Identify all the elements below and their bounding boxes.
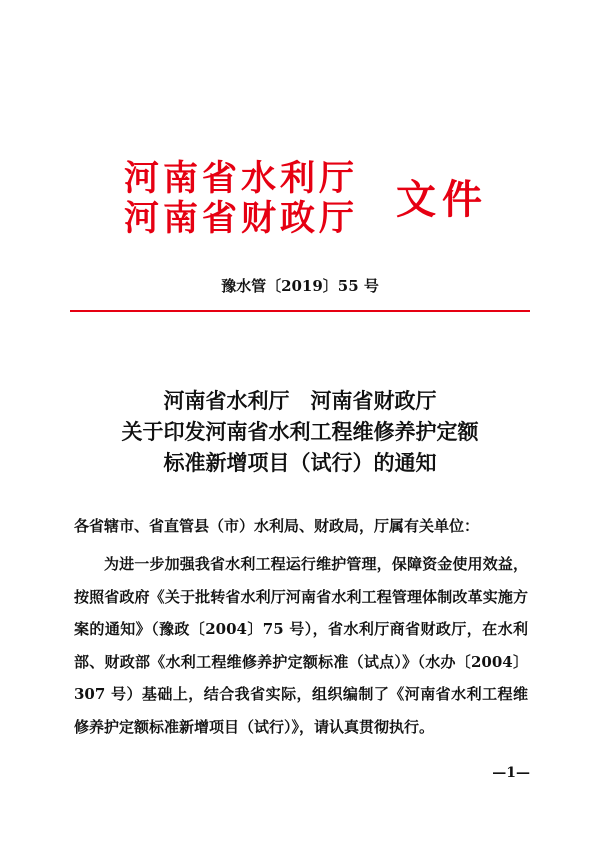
red-divider-line xyxy=(70,310,530,312)
document-title xyxy=(0,386,600,479)
issuer-name-water-resources: 河南省水利厅 xyxy=(124,159,359,199)
title-line-3: 标准新增项目（试行）的通知 xyxy=(163,451,437,475)
page-number: —1— xyxy=(492,765,530,781)
document-number: 豫水管〔2019〕55 号 xyxy=(221,277,379,295)
title-line-2: 关于印发河南省水利工程维修养护定额 xyxy=(121,420,479,444)
issuer-name-finance: 河南省财政厅 xyxy=(124,199,359,239)
salutation: 各省辖市、省直管县（市）水利局、财政局，厅属有关单位： xyxy=(74,517,480,535)
body-paragraph: 为进一步加强我省水利工程运行维护管理，保障资金使用效益，按照省政府《关于批转省水利厅河南省水利工程管理体制改革实施方案的通知》（豫政〔2004〕75 号），省水利厅商省财政厅，在水利部、财政部《水利工程维修养护定额标准（试点）》（水办〔2004〕307 号）基础上，结合我省实际，组织编制了《河南省水利工程维修养护定额标准新增项目（试行）》，请认真贯彻执行。 xyxy=(74,555,528,736)
title-line-1: 河南省水利厅 河南省财政厅 xyxy=(163,389,437,413)
document-header xyxy=(124,160,504,240)
document-type-label: 文件 xyxy=(396,177,488,223)
